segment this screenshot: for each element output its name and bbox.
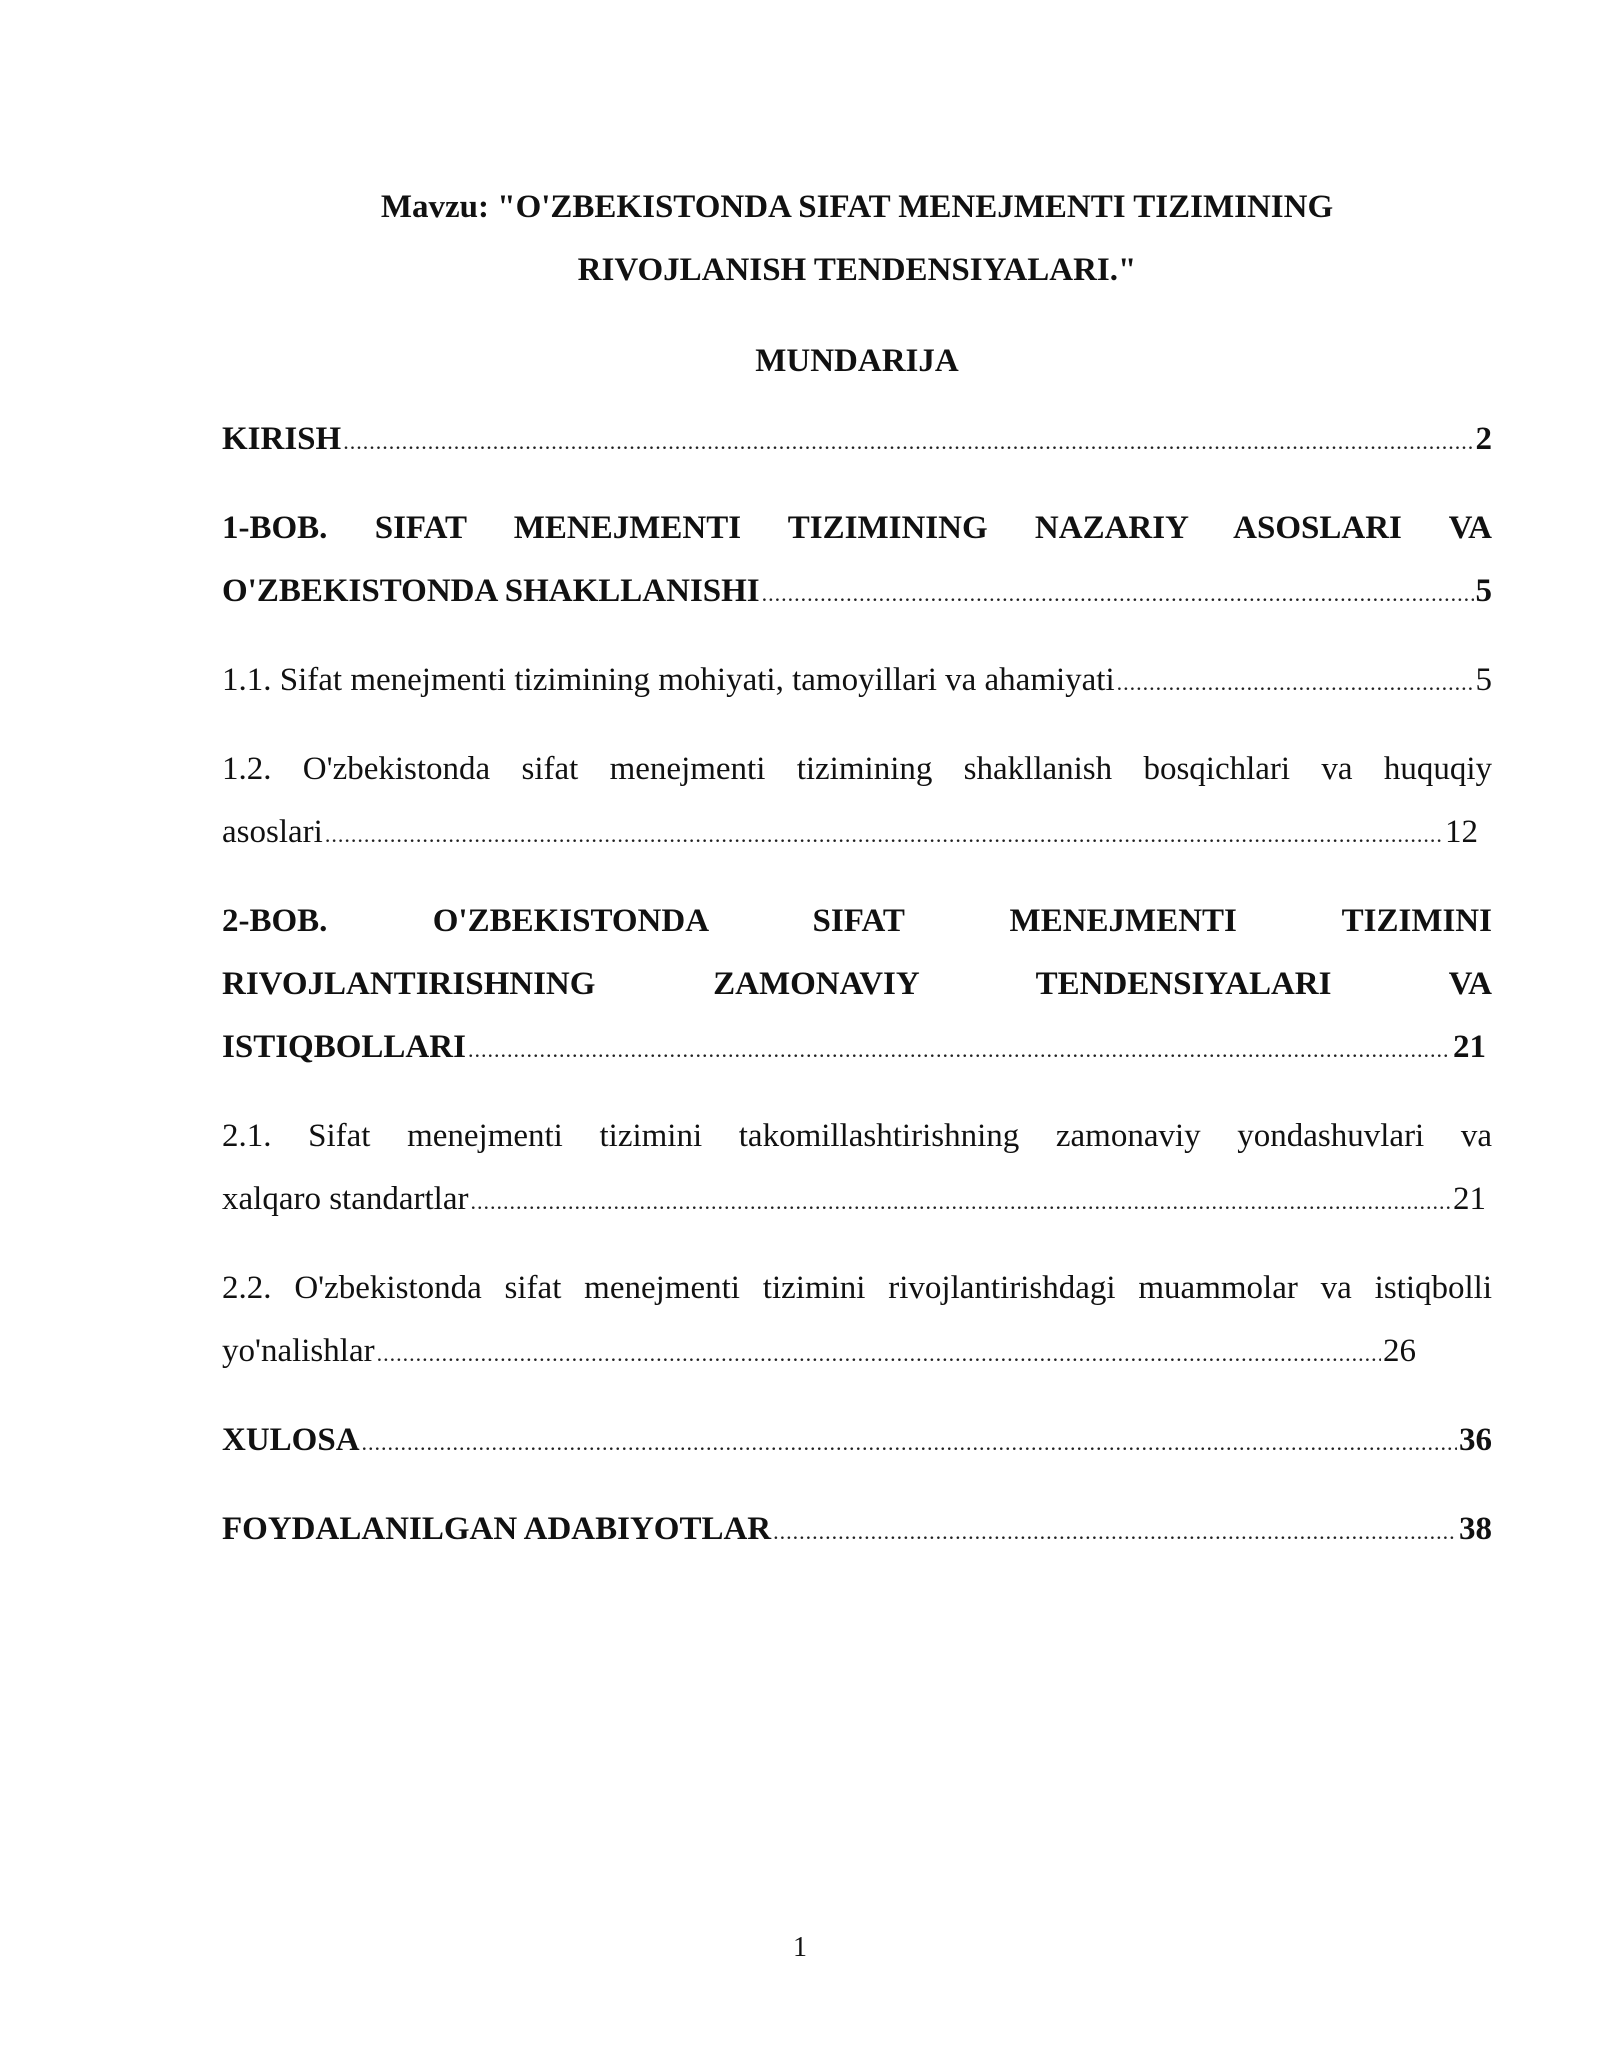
toc-entry-lead: 2.2. O'zbekistonda sifat menejmenti tizimini rivojlantirishdagi muammolar va istiqbolli	[222, 1270, 1492, 1306]
toc-entry-1-1	[222, 649, 1492, 714]
toc-leader-dots	[377, 1322, 1381, 1385]
toc-entry-text: xalqaro standartlar	[222, 1181, 469, 1217]
toc-entry-kirish	[222, 408, 1492, 473]
toc-entry-text: ISTIQBOLLARI	[222, 1029, 466, 1065]
document-title	[222, 176, 1492, 302]
toc-page-number: 12	[1445, 814, 1478, 850]
toc-entry-bob2	[222, 890, 1492, 1081]
toc-leader-dots	[762, 562, 1474, 625]
toc-page-number: 21	[1453, 1181, 1486, 1217]
toc-page-number: 26	[1383, 1333, 1416, 1369]
toc-entry-1-2	[222, 738, 1492, 866]
toc-entry-xulosa	[222, 1409, 1492, 1474]
toc-leader-dots	[343, 410, 1473, 473]
page-number: 1	[793, 1932, 807, 1963]
toc-entry-lead: 2.1. Sifat menejmenti tizimini takomillashtirishning zamonaviy yondashuvlari va	[222, 1118, 1492, 1154]
toc-entry-text: KIRISH	[222, 421, 342, 457]
toc-heading: MUNDARIJA	[755, 343, 959, 379]
toc-entry-text: 1.1. Sifat menejmenti tizimining mohiyati, tamoyillari va ahamiyati	[222, 662, 1115, 698]
toc-entry-2-1	[222, 1105, 1492, 1233]
toc-leader-dots	[773, 1500, 1457, 1563]
table-of-contents	[222, 408, 1492, 1587]
toc-entry-adabiyotlar	[222, 1498, 1492, 1563]
toc-leader-dots	[325, 803, 1443, 866]
toc-leader-dots	[470, 1170, 1451, 1233]
toc-leader-dots	[468, 1018, 1451, 1081]
toc-page-number: 21	[1453, 1029, 1486, 1065]
toc-entry-text: XULOSA	[222, 1422, 360, 1458]
toc-page-number: 2	[1475, 421, 1492, 457]
toc-entry-bob1	[222, 497, 1492, 625]
title-line-2: RIVOJLANISH TENDENSIYALARI."	[577, 252, 1137, 288]
toc-page-number: 5	[1475, 573, 1492, 609]
toc-page-number: 5	[1475, 662, 1492, 698]
toc-page-number: 36	[1459, 1422, 1492, 1458]
toc-entry-lead: 1.2. O'zbekistonda sifat menejmenti tizimining shakllanish bosqichlari va huquqiy	[222, 751, 1492, 787]
toc-leader-dots	[1117, 651, 1474, 714]
toc-entry-text: asoslari	[222, 814, 323, 850]
toc-entry-lead-2: RIVOJLANTIRISHNING ZAMONAVIY TENDENSIYALARI VA	[222, 966, 1492, 1002]
toc-leader-dots	[362, 1411, 1457, 1474]
toc-entry-text: yo'nalishlar	[222, 1333, 375, 1369]
toc-entry-lead: 1-BOB. SIFAT MENEJMENTI TIZIMINING NAZARIY ASOSLARI VA	[222, 510, 1492, 546]
toc-entry-2-2	[222, 1257, 1492, 1385]
toc-page-number: 38	[1459, 1511, 1492, 1547]
toc-entry-text: FOYDALANILGAN ADABIYOTLAR	[222, 1511, 772, 1547]
title-line-1: Mavzu: "O'ZBEKISTONDA SIFAT MENEJMENTI TIZIMINING	[380, 189, 1334, 225]
toc-entry-lead-1: 2-BOB. O'ZBEKISTONDA SIFAT MENEJMENTI TIZIMINI	[222, 903, 1492, 939]
toc-entry-text: O'ZBEKISTONDA SHAKLLANISHI	[222, 573, 760, 609]
